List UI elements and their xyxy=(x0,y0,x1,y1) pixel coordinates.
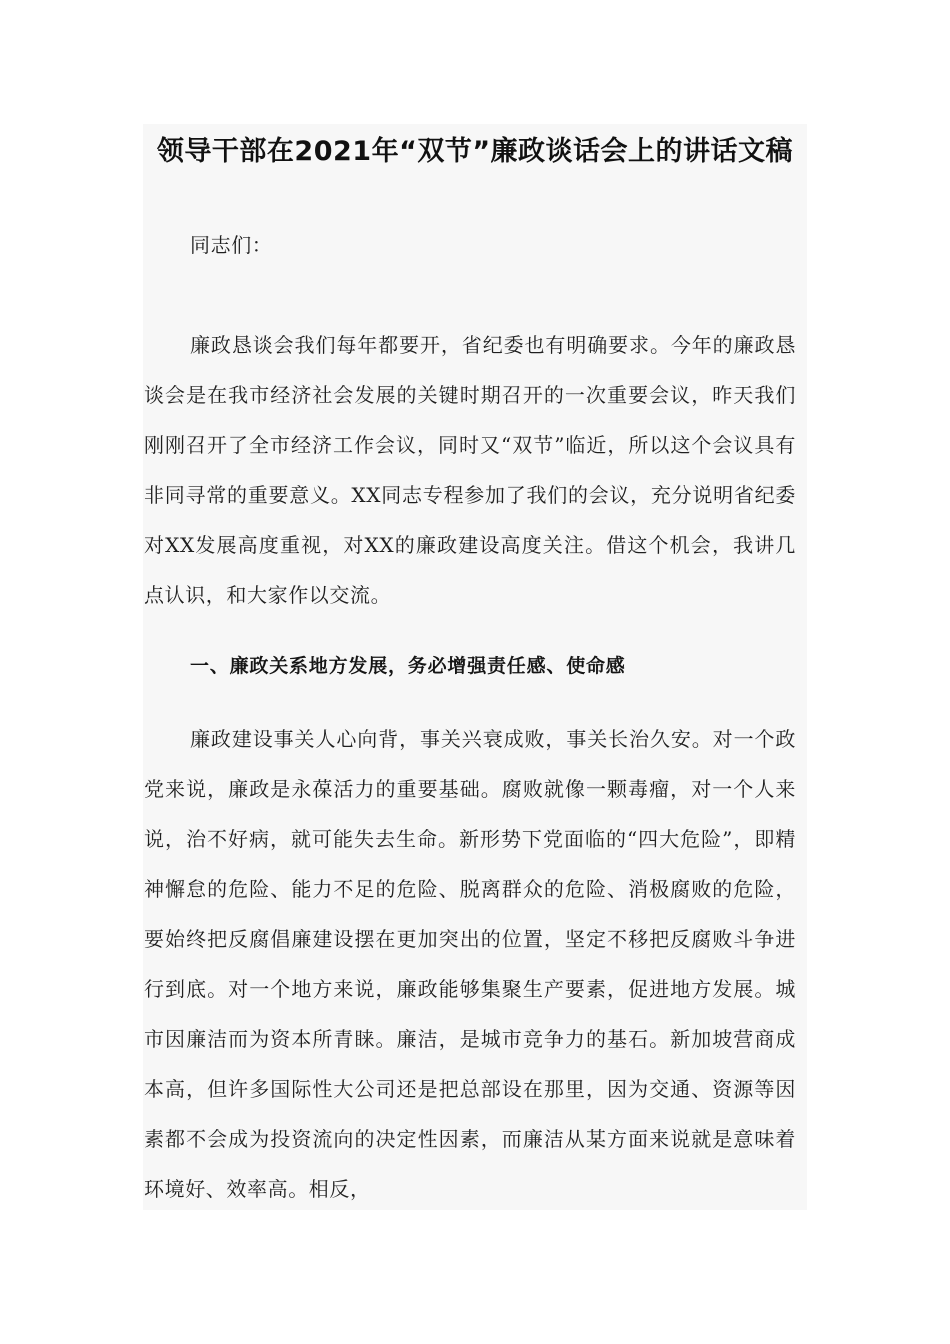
document-title: 领导干部在2021年“双节”廉政谈话会上的讲话文稿 xyxy=(156,136,794,167)
paragraph-section-1: 廉政建设事关人心向背，事关兴衰成败，事关长治久安。对一个政党来说，廉政是永葆活力的重要基础。腐败就像一颗毒瘤，对一个人来说，治不好病，就可能失去生命。新形势下党面临的“四大危险”，即精神懈怠的危险、能力不足的危险、脱离群众的危险、消极腐败的危险，要始终把反腐倡廉建设摆在更加突出的位置，坚定不移把反腐败斗争进行到底。对一个地方来说，廉政能够集聚生产要素，促进地方发展。城市因廉洁而为资本所青睐。廉洁，是城市竞争力的基石。新加坡营商成本高，但许多国际性大公司还是把总部设在那里，因为交通、资源等因素都不会成为投资流向的决定性因素，而廉洁从某方面来说就是意味着环境好、效率高。相反， xyxy=(144,727,796,1201)
section-heading-1: 一、廉政关系地方发展，务必增强责任感、使命感 xyxy=(190,655,626,677)
greeting-line: 同志们： xyxy=(190,233,273,257)
paragraph-intro: 廉政恳谈会我们每年都要开，省纪委也有明确要求。今年的廉政恳谈会是在我市经济社会发展的关键时期召开的一次重要会议，昨天我们刚刚召开了全市经济工作会议，同时又“双节”临近，所以这个会议具有非同寻常的重要意义。XX同志专程参加了我们的会议，充分说明省纪委对XX发展高度重视，对XX的廉政建设高度关注。借这个机会，我讲几点认识，和大家作以交流。 xyxy=(144,333,796,607)
